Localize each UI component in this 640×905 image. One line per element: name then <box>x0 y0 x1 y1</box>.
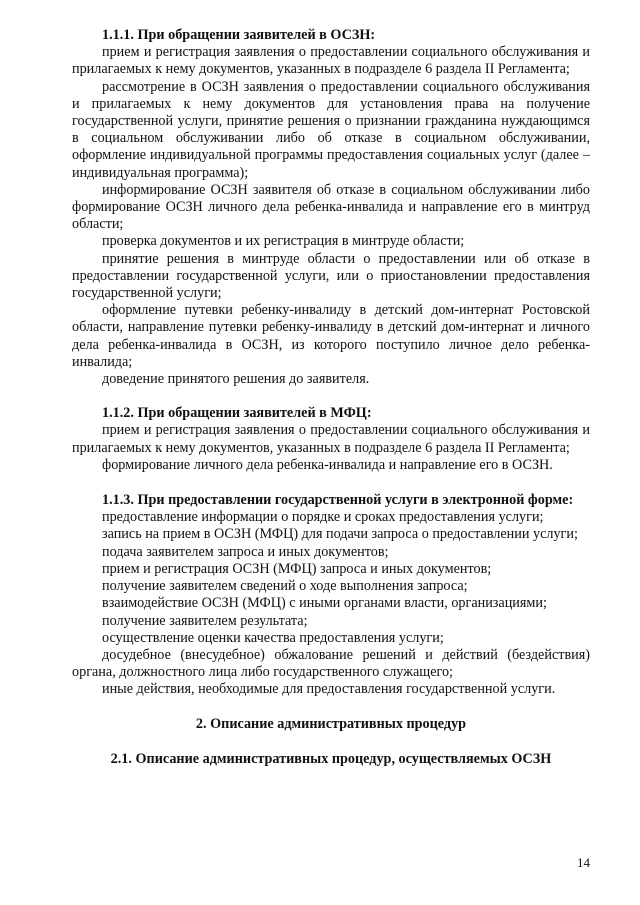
list-item: осуществление оценки качества предоставления услуги; <box>102 629 444 646</box>
section-2-heading: 2. Описание административных процедур <box>195 715 467 732</box>
section-1-1-3-heading: 1.1.3. При предоставлении государственной услуги в электронной форме: <box>102 492 574 509</box>
section-1-1-2-heading: 1.1.2. При обращении заявителей в МФЦ: <box>102 405 372 422</box>
list-item: предоставление информации о порядке и сроках предоставления услуги; <box>102 509 544 526</box>
list-item: прием и регистрация заявления о предоставлении социального обслуживания и прилагаемых к нему документов, указанных в подразделе 6 раздела II Регламента; <box>72 44 590 78</box>
list-item: проверка документов и их регистрация в минтруде области; <box>102 233 465 250</box>
list-item: запись на прием в ОСЗН (МФЦ) для подачи запроса о предоставлении услуги; <box>102 526 578 543</box>
list-item: прием и регистрация заявления о предоставлении социального обслуживания и прилагаемых к нему документов, указанных в подразделе 6 раздела II Регламента; <box>72 422 590 456</box>
list-item: взаимодействие ОСЗН (МФЦ) с иными органами власти, организациями; <box>102 595 547 612</box>
list-item: досудебное (внесудебное) обжалование решений и действий (бездействия) органа, должностного лица либо государственного служащего; <box>72 646 590 681</box>
list-item: оформление путевки ребенку-инвалиду в детский дом-интернат Ростовской области, направление путевки ребенку-инвалиду в детский дом-интернат и личного дела ребенка-инвалида в ОСЗН, из которого поступило личное дело ребенка-инвалида; <box>72 302 590 370</box>
section-2-1-heading: 2.1. Описание административных процедур, осуществляемых ОСЗН <box>110 750 552 767</box>
section-1-1-1-heading: 1.1.1. При обращении заявителей в ОСЗН: <box>102 27 376 43</box>
list-item: рассмотрение в ОСЗН заявления о предоставлении социального обслуживания и прилагаемых к нему документов для установления права на получение государственной услуги, принятие решения о признании гражданина нуждающимся в социальном обслуживании либо об отказе в социальном обслуживании, оформление индивидуальной программы предоставления социальных услуг (далее – индивидуальная программа); <box>72 78 590 181</box>
list-item: получение заявителем сведений о ходе выполнения запроса; <box>102 578 468 595</box>
list-item: подача заявителем запроса и иных документов; <box>102 543 389 560</box>
list-item: получение заявителем результата; <box>102 612 308 629</box>
list-item: доведение принятого решения до заявителя. <box>102 371 370 388</box>
list-item: принятие решения в минтруде области о предоставлении или об отказе в предоставлении государственной услуги, или о приостановлении предоставления государственной услуги; <box>72 250 590 302</box>
page-number: 14 <box>577 855 590 870</box>
list-item: прием и регистрация ОСЗН (МФЦ) запроса и иных документов; <box>102 560 492 577</box>
list-item: иные действия, необходимые для предоставления государственной услуги. <box>102 681 556 698</box>
list-item: информирование ОСЗН заявителя об отказе в социальном обслуживании либо формирование ОСЗН личного дела ребенка-инвалида и направление его в минтруд области; <box>72 181 590 233</box>
list-item: формирование личного дела ребенка-инвалида и направление его в ОСЗН. <box>102 456 553 473</box>
